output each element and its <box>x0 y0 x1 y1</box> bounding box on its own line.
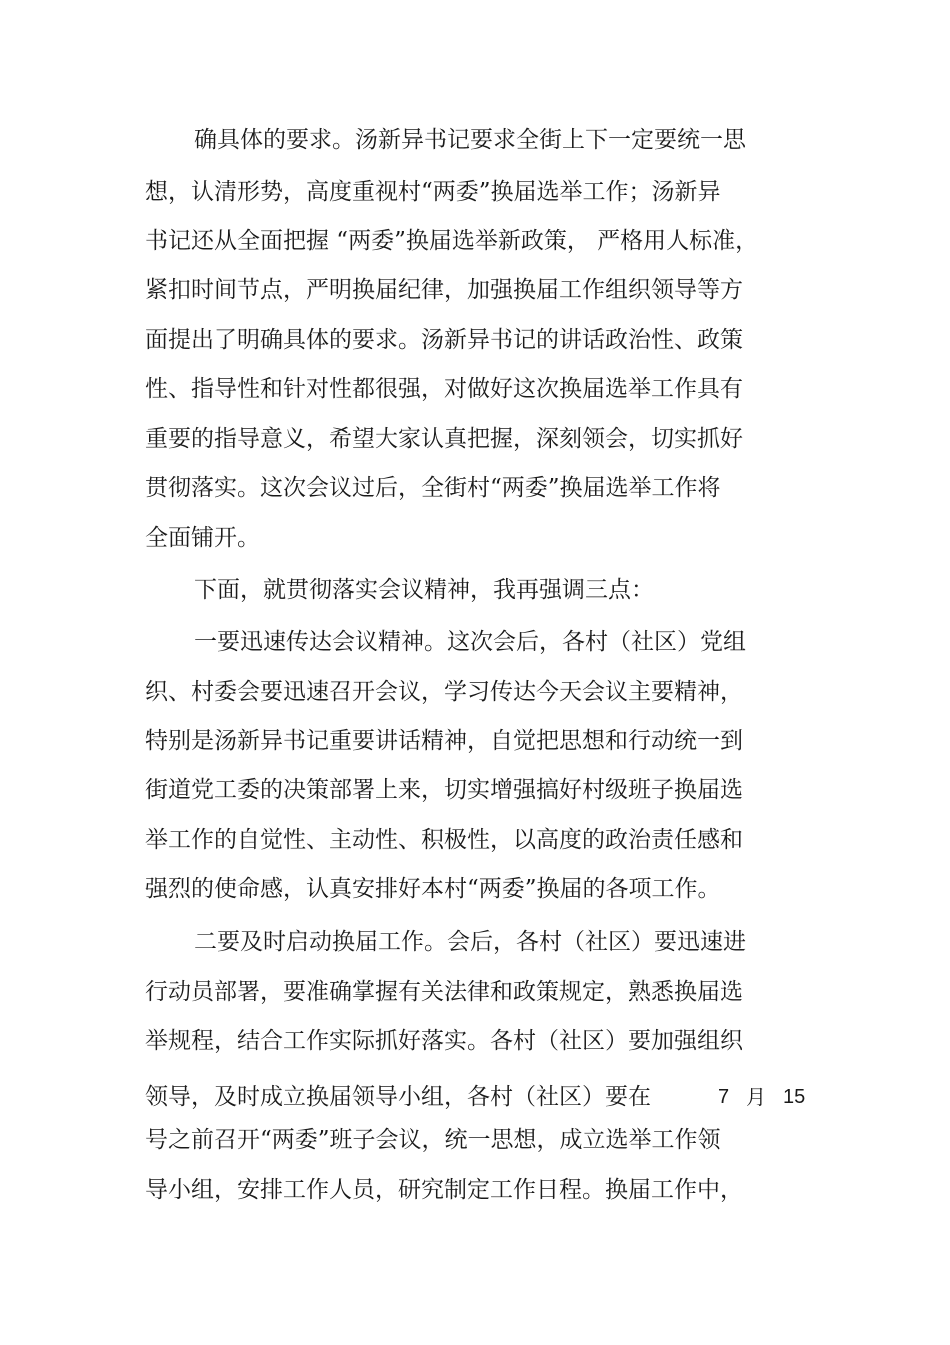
text-line: 书记还从全面把握 “两委”换届选举新政策， 严格用人标准， <box>145 228 759 254</box>
text-line: 特别是汤新异书记重要讲话精神，自觉把思想和行动统一到 <box>145 728 743 754</box>
text-line: 一要迅速传达会议精神。这次会后，各村（社区）党组 <box>194 629 746 655</box>
text-line: 重要的指导意义，希望大家认真把握，深刻领会，切实抓好 <box>145 426 743 452</box>
text-line: 街道党工委的决策部署上来，切实增强搞好村级班子换届选 <box>145 777 743 803</box>
text-line: 想，认清形势，高度重视村“两委”换届选举工作；汤新异 <box>145 179 721 205</box>
text-line: 面提出了明确具体的要求。汤新异书记的讲话政治性、政策 <box>145 327 743 353</box>
date-month-unit: 月 <box>746 1085 766 1109</box>
text-line: 全面铺开。 <box>145 525 260 551</box>
text-line: 导小组，安排工作人员，研究制定工作日程。换届工作中， <box>145 1177 743 1203</box>
text-line: 号之前召开“两委”班子会议，统一思想，成立选举工作领 <box>145 1127 721 1153</box>
text-line: 行动员部署，要准确掌握有关法律和政策规定，熟悉换届选 <box>145 979 743 1005</box>
date-month: 7 <box>718 1086 730 1108</box>
text-line: 领导，及时成立换届领导小组，各村（社区）要在 <box>145 1084 651 1110</box>
text-line: 举工作的自觉性、主动性、积极性，以高度的政治责任感和 <box>145 827 743 853</box>
text-line: 举规程，结合工作实际抓好落实。各村（社区）要加强组织 <box>145 1028 743 1054</box>
text-line: 织、村委会要迅速召开会议，学习传达今天会议主要精神， <box>145 679 743 705</box>
text-line: 二要及时启动换届工作。会后，各村（社区）要迅速进 <box>194 929 746 955</box>
text-line: 确具体的要求。汤新异书记要求全街上下一定要统一思 <box>194 127 746 153</box>
text-line: 贯彻落实。这次会议过后，全街村“两委”换届选举工作将 <box>145 475 721 501</box>
text-line: 紧扣时间节点，严明换届纪律，加强换届工作组织领导等方 <box>145 277 743 303</box>
date-day: 15 <box>783 1086 806 1108</box>
text-line: 性、指导性和针对性都很强，对做好这次换届选举工作具有 <box>145 376 743 402</box>
text-line: 强烈的使命感，认真安排好本村“两委”换届的各项工作。 <box>145 876 721 902</box>
text-line: 下面，就贯彻落实会议精神，我再强调三点： <box>194 577 654 603</box>
